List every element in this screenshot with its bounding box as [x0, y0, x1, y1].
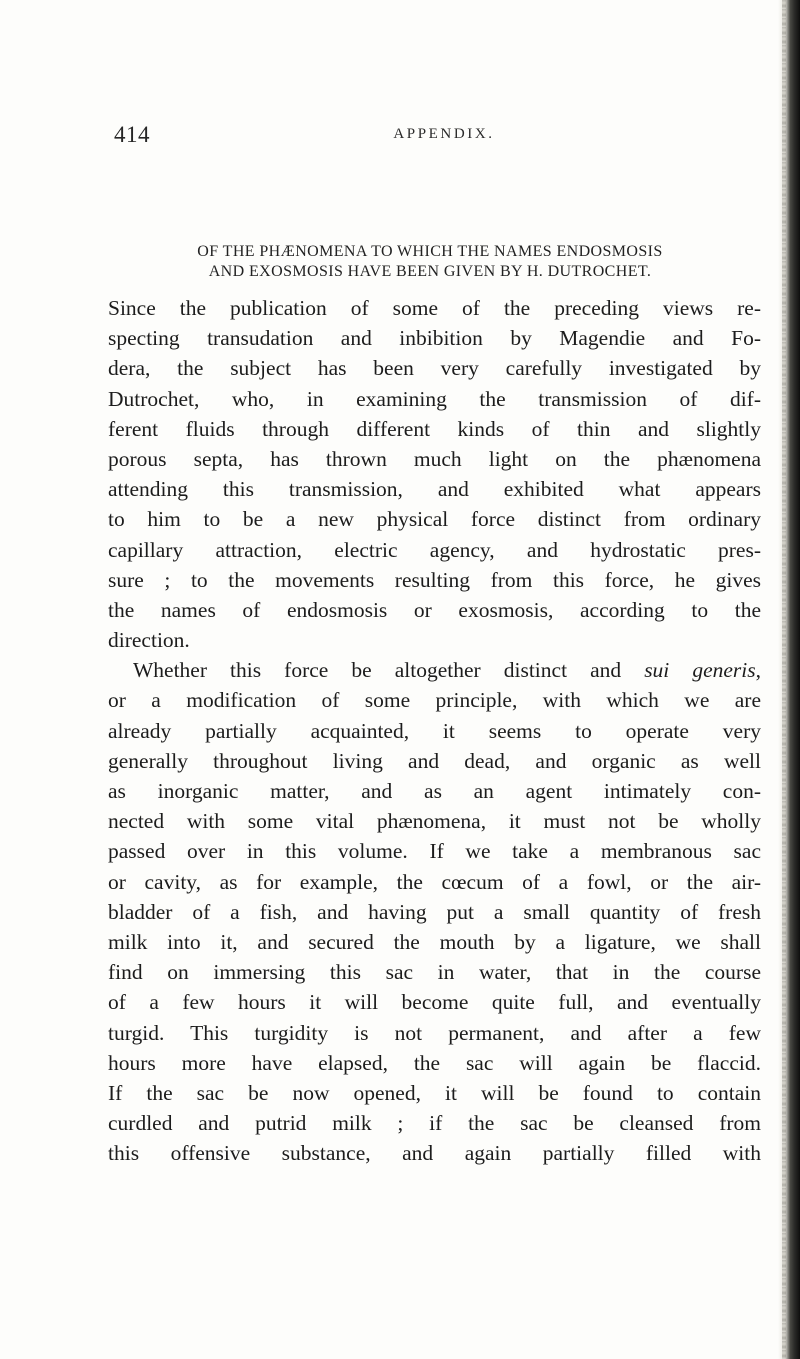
text-line: capillary attraction, electric agency, and hydrostatic pres-: [108, 537, 761, 562]
text-line: find on immersing this sac in water, that in the course: [108, 960, 761, 985]
text-line: generally throughout living and dead, and organic as well: [108, 748, 761, 773]
text-line: ferent fluids through different kinds of thin and slightly: [108, 416, 761, 441]
section-title: [100, 242, 760, 282]
text-line: If the sac be now opened, it will be found to contain: [108, 1080, 761, 1105]
text-line: Whether this force be altogether distinct and sui generis,: [133, 658, 761, 683]
text-line: curdled and putrid milk ; if the sac be cleansed from: [108, 1111, 761, 1136]
text-line: bladder of a fish, and having put a small quantity of fresh: [108, 899, 761, 924]
text-line: to him to be a new physical force distinct from ordinary: [108, 507, 761, 532]
text-line: or a modification of some principle, with which we are: [108, 688, 761, 713]
running-head: [114, 122, 774, 152]
page-edge-texture: [782, 0, 786, 1359]
text-line: of a few hours it will become quite full, and eventually: [108, 990, 761, 1015]
text-line: direction.: [108, 628, 190, 653]
text-line: turgid. This turgidity is not permanent, and after a few: [108, 1020, 761, 1045]
text-line: dera, the subject has been very carefully investigated by: [108, 356, 761, 381]
section-title-line-1: OF THE PHÆNOMENA TO WHICH THE NAMES ENDOSMOSIS: [197, 243, 663, 260]
text-line: passed over in this volume. If we take a membranous sac: [108, 839, 761, 864]
text-line: nected with some vital phænomena, it must not be wholly: [108, 809, 761, 834]
text-line: specting transudation and inbibition by Magendie and Fo-: [108, 326, 761, 351]
text-line: Since the publication of some of the preceding views re-: [108, 296, 761, 320]
text-line: already partially acquainted, it seems to operate very: [108, 718, 761, 743]
section-title-line-2: AND EXOSMOSIS HAVE BEEN GIVEN BY H. DUTROCHET.: [208, 263, 652, 280]
text-line: this offensive substance, and again partially filled with: [108, 1141, 761, 1166]
running-title: APPENDIX.: [393, 126, 495, 142]
text-line: or cavity, as for example, the cœcum of a fowl, or the air-: [108, 869, 761, 894]
text-line: the names of endosmosis or exosmosis, according to the: [108, 597, 761, 622]
page-number: 414: [114, 122, 150, 147]
text-line: Dutrochet, who, in examining the transmission of dif-: [108, 386, 761, 411]
text-line: porous septa, has thrown much light on the phænomena: [108, 446, 761, 471]
body-text: [108, 293, 761, 1168]
text-line: as inorganic matter, and as an agent intimately con-: [108, 779, 761, 803]
text-line: milk into it, and secured the mouth by a ligature, we shall: [108, 929, 761, 954]
italic-phrase: sui generis: [644, 658, 756, 683]
text-line: hours more have elapsed, the sac will again be flaccid.: [108, 1050, 761, 1075]
text-line: attending this transmission, and exhibited what appears: [108, 477, 761, 502]
text-line: sure ; to the movements resulting from this force, he gives: [108, 567, 761, 592]
